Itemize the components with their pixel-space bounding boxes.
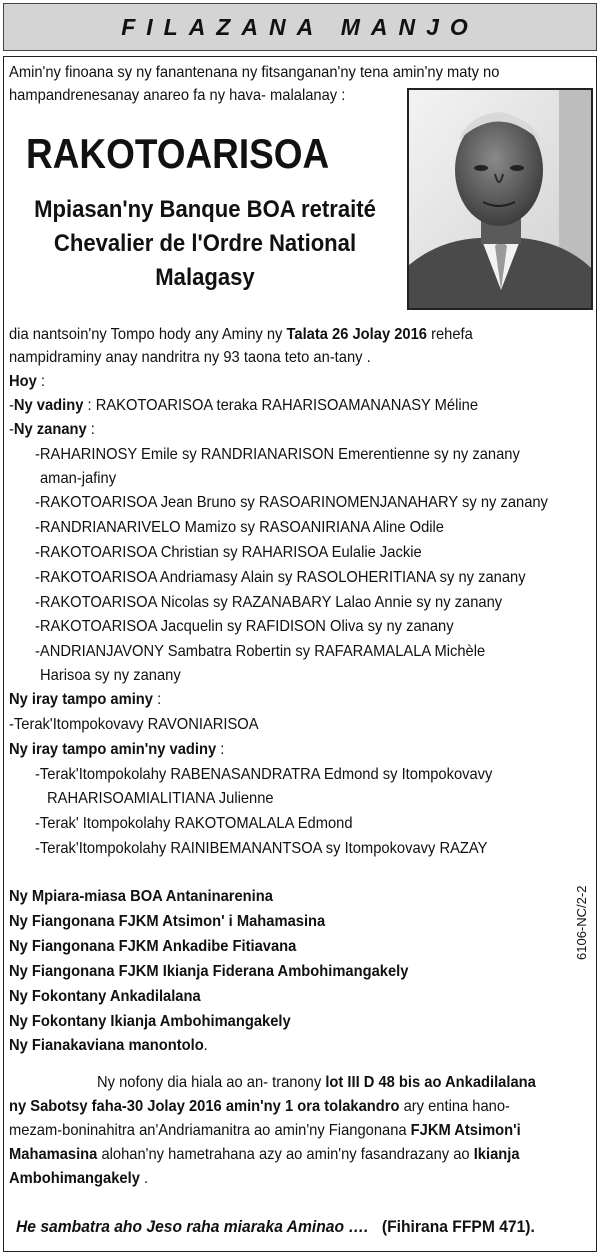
header-title: FILAZANA MANJO <box>121 13 479 40</box>
spouse-sibling-label: Ny iray tampo amin'ny vadiny <box>9 741 217 758</box>
footer-reference: (Fihirana FFPM 471). <box>381 1217 535 1236</box>
intro-line-2: hampandrenesanay anareo fa ny hava- malalanay : <box>9 87 346 104</box>
sibling-label: Ny iray tampo aminy <box>9 691 153 708</box>
spouse-sibling-colon: : <box>216 741 225 758</box>
org-6: Ny Fokontany Ikianja Ambohimangakely <box>9 1013 291 1030</box>
deceased-photo <box>407 88 593 310</box>
funeral-l4-bold2: Ikianja <box>473 1146 520 1163</box>
footer-line <box>16 1217 535 1237</box>
child-1-cont: aman-jafiny <box>40 470 117 487</box>
funeral-date: ny Sabotsy faha-30 Jolay 2016 amin'ny 1 ora tolakandro <box>9 1098 400 1115</box>
org-5: Ny Fokontany Ankadilalana <box>9 988 201 1005</box>
org-4: Ny Fiangonana FJKM Ikianja Fiderana Ambohimangakely <box>9 963 409 980</box>
death-line-1 <box>9 324 473 346</box>
funeral-l1-pre: Ny nofony dia hiala ao an- tranony <box>97 1074 322 1091</box>
org-3: Ny Fiangonana FJKM Ankadibe Fitiavana <box>9 938 297 955</box>
death-line-1-pre: dia nantsoin'ny Tompo hody any Aminy ny <box>9 326 283 343</box>
hoy-label: Hoy <box>9 373 37 390</box>
reference-code: 6106-NC/2-2 <box>574 885 589 960</box>
spouse-line: -Ny vadiny : RAKOTOARISOA teraka RAHARISOAMANANASY Méline <box>9 397 479 414</box>
sibling-colon: : <box>152 691 162 708</box>
org-7: Ny Fianakaviana manontolo <box>9 1037 204 1054</box>
children-heading: -Ny zanany : <box>9 421 95 438</box>
intro-text-1: Amin'ny finoana sy ny fanantenana ny fitsanganan'ny tena amin'ny maty no <box>9 64 500 81</box>
intro-line-1 <box>9 62 593 84</box>
org-7-line <box>9 1035 208 1057</box>
spouse-value: : RAKOTOARISOA teraka RAHARISOAMANANASY Méline <box>83 397 479 414</box>
spouse-label: Ny vadiny <box>13 397 84 414</box>
portrait-image <box>409 90 591 308</box>
funeral-church: FJKM Atsimon'i <box>410 1122 521 1139</box>
funeral-l5-post: . <box>139 1170 149 1187</box>
deceased-title-2: Chevalier de l'Ordre National <box>53 230 357 257</box>
funeral-l4-post: alohan'ny hametrahana azy ao amin'ny fasandrazany ao <box>101 1146 470 1163</box>
child-6: -RAKOTOARISOA Nicolas sy RAZANABARY Lalao Annie sy ny zanany <box>35 594 503 611</box>
funeral-l4-bold: Mahamasina <box>9 1146 98 1163</box>
spouse-sibling-3: -Terak'Itompokolahy RAINIBEMANANTSOA sy Itompokovavy RAZAY <box>35 840 488 857</box>
funeral-address: lot III D 48 bis ao Ankadilalana <box>325 1074 536 1091</box>
death-line-1-post: rehefa <box>431 326 473 343</box>
footer-verse: He sambatra aho Jeso raha miaraka Aminao …. <box>16 1217 369 1236</box>
child-2: -RAKOTOARISOA Jean Bruno sy RASOARINOMENJANAHARY sy ny zanany <box>35 494 548 511</box>
hoy-line <box>9 371 45 393</box>
deceased-title-1: Mpiasan'ny Banque BOA retraité <box>34 196 376 223</box>
funeral-line-3 <box>9 1120 521 1142</box>
org-period: . <box>203 1037 208 1054</box>
sibling-heading <box>9 689 161 711</box>
child-8: -ANDRIANJAVONY Sambatra Robertin sy RAFARAMALALA Michèle <box>35 643 486 660</box>
funeral-line-1 <box>97 1072 536 1094</box>
child-7: -RAKOTOARISOA Jacquelin sy RAFIDISON Oliva sy ny zanany <box>35 618 454 635</box>
funeral-l2-post: ary entina hano- <box>403 1098 510 1115</box>
funeral-line-5 <box>9 1168 148 1190</box>
org-2: Ny Fiangonana FJKM Atsimon' i Mahamasina <box>9 913 326 930</box>
funeral-line-2 <box>9 1096 510 1118</box>
deceased-name: RAKOTOARISOA <box>26 130 330 177</box>
children-label: Ny zanany <box>13 421 87 438</box>
death-date: Talata 26 Jolay 2016 <box>286 326 427 343</box>
deceased-title-3: Malagasy <box>155 264 255 291</box>
children-colon: : <box>86 421 95 438</box>
child-8-cont: Harisoa sy ny zanany <box>40 667 181 684</box>
hoy-colon: : <box>36 373 45 390</box>
death-line-2: nampidraminy anay nandritra ny 93 taona teto an-tany . <box>9 349 371 366</box>
spouse-sibling-heading <box>9 739 224 761</box>
header-banner <box>3 3 597 51</box>
spouse-sibling-1-cont: RAHARISOAMIALITIANA Julienne <box>47 790 274 807</box>
spouse-sibling-1: -Terak'Itompokolahy RABENASANDRATRA Edmond sy Itompokovavy <box>35 766 493 783</box>
child-4: -RAKOTOARISOA Christian sy RAHARISOA Eulalie Jackie <box>35 544 422 561</box>
org-1: Ny Mpiara-miasa BOA Antaninarenina <box>9 888 273 905</box>
spouse-sibling-2: -Terak' Itompokolahy RAKOTOMALALA Edmond <box>35 815 353 832</box>
funeral-l3: mezam-boninahitra an'Andriamanitra ao amin'ny Fiangonana <box>9 1122 407 1139</box>
sibling-value: -Terak'Itompokovavy RAVONIARISOA <box>9 716 259 733</box>
child-5: -RAKOTOARISOA Andriamasy Alain sy RASOLOHERITIANA sy ny zanany <box>35 569 526 586</box>
funeral-line-4 <box>9 1144 520 1166</box>
child-3: -RANDRIANARIVELO Mamizo sy RASOANIRIANA Aline Odile <box>35 519 444 536</box>
child-1: -RAHARINOSY Emile sy RANDRIANARISON Emerentienne sy ny zanany <box>35 446 520 463</box>
funeral-l5-bold: Ambohimangakely <box>9 1170 140 1187</box>
